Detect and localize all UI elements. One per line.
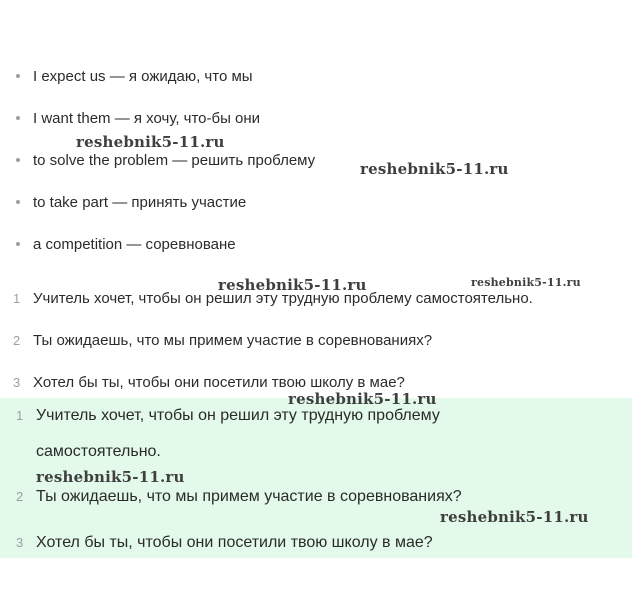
answer-number: 1 (16, 408, 24, 423)
answer-text-continuation: самостоятельно. (36, 443, 161, 460)
task-number: 2 (13, 333, 21, 348)
bullet-icon (16, 158, 20, 162)
watermark-text: reshebnik5-11.ru (76, 133, 225, 151)
vocabulary-text: a competition — соревноване (33, 235, 236, 253)
bullet-icon (16, 200, 20, 204)
answer-item (16, 534, 433, 552)
task-text: Учитель хочет, чтобы он решил эту трудную проблему самостоятельно. (33, 290, 533, 307)
vocabulary-item (16, 66, 253, 86)
answer-text: Ты ожидаешь, что мы примем участие в соревнованиях? (36, 488, 462, 505)
vocabulary-item (16, 192, 246, 212)
vocabulary-text: to solve the problem — решить проблему (33, 151, 316, 169)
task-number: 3 (13, 375, 21, 390)
task-text: Ты ожидаешь, что мы примем участие в соревнованиях? (33, 332, 433, 349)
vocabulary-item (16, 150, 315, 170)
task-text: Хотел бы ты, чтобы они посетили твою школу в мае? (33, 374, 405, 391)
answer-item (16, 407, 440, 425)
task-number: 1 (13, 291, 21, 306)
task-item (13, 332, 432, 349)
watermark-text: reshebnik5-11.ru (440, 508, 589, 526)
watermark-text: reshebnik5-11.ru (36, 468, 185, 486)
vocabulary-item (16, 108, 260, 128)
watermark-text: reshebnik5-11.ru (471, 276, 581, 289)
vocabulary-text: I want them — я хочу, что-бы они (33, 109, 261, 127)
task-item (13, 374, 405, 391)
bullet-icon (16, 242, 20, 246)
answer-text: Учитель хочет, чтобы он решил эту трудную проблему (36, 407, 440, 424)
answer-text: Хотел бы ты, чтобы они посетили твою школу в мае? (36, 534, 433, 551)
bullet-icon (16, 116, 20, 120)
watermark-text: reshebnik5-11.ru (288, 390, 437, 408)
vocabulary-text: to take part — принять участие (33, 193, 247, 211)
bullet-icon (16, 74, 20, 78)
vocabulary-text: I expect us — я ожидаю, что мы (33, 67, 253, 85)
answer-number: 2 (16, 489, 24, 504)
answer-number: 3 (16, 535, 24, 550)
vocabulary-item (16, 234, 236, 254)
answer-item (16, 488, 462, 506)
watermark-text: reshebnik5-11.ru (360, 160, 509, 178)
watermark-text: reshebnik5-11.ru (218, 276, 367, 294)
